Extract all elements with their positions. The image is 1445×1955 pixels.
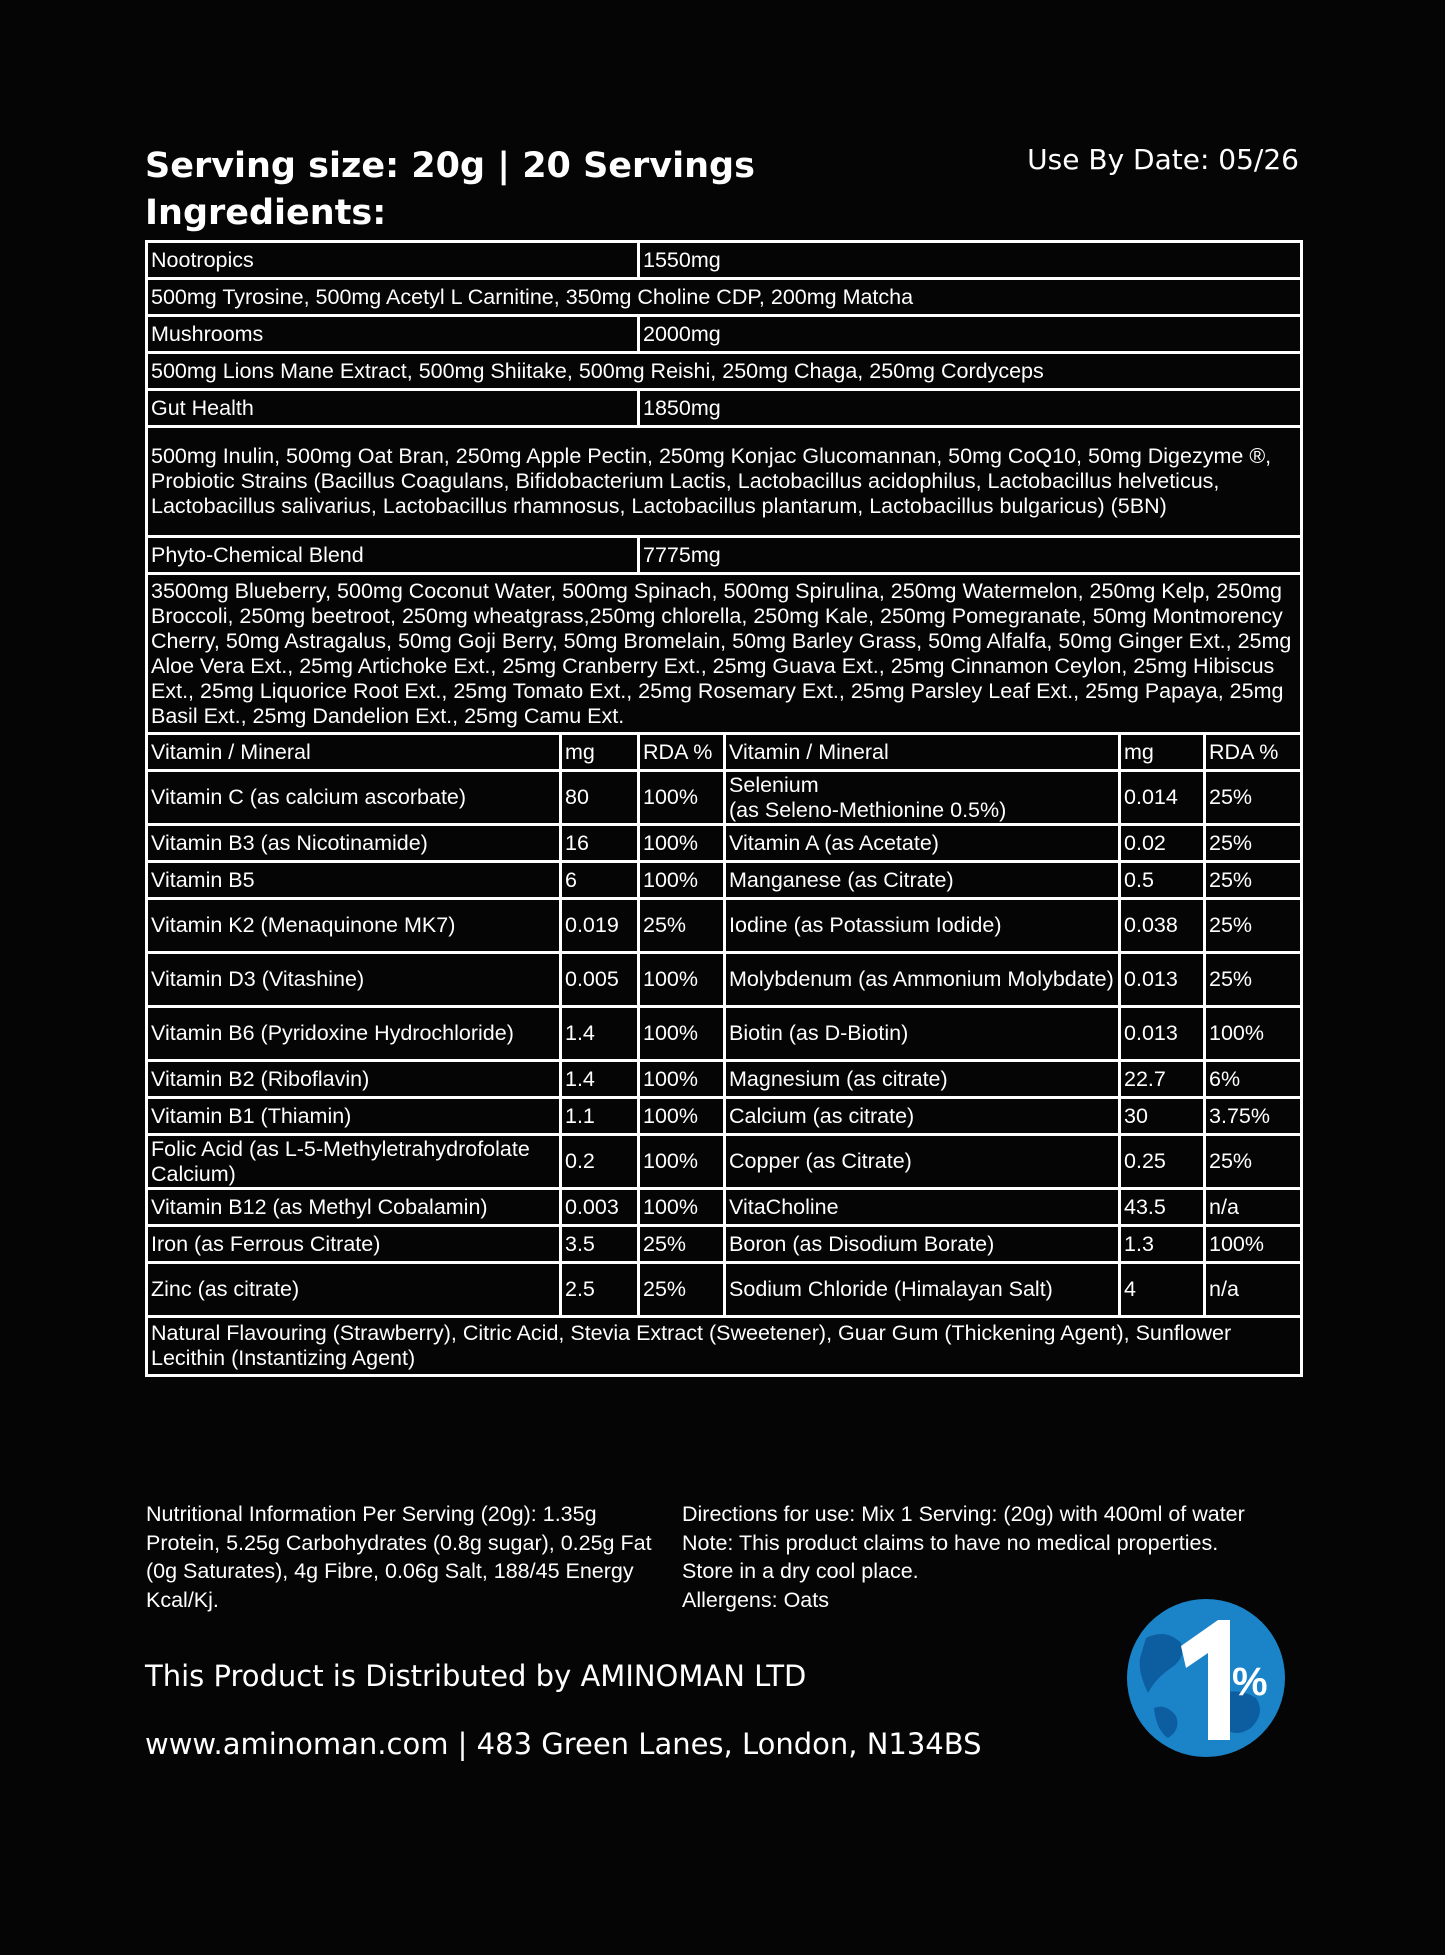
vitamin-row	[147, 862, 1302, 899]
nutrient-name: Vitamin D3 (Vitashine)	[147, 953, 561, 1007]
nutrient-mg: 80	[561, 771, 639, 825]
nutrient-mg: 1.4	[561, 1007, 639, 1061]
storage-note: Store in a dry cool place.	[682, 1559, 919, 1583]
nutrient-rda: 100%	[639, 771, 725, 825]
blend-name: Nootropics	[147, 242, 639, 279]
nutrient-mg: 0.019	[561, 899, 639, 953]
blend-amount: 2000mg	[639, 316, 1302, 353]
nutrient-mg: 2.5	[561, 1263, 639, 1317]
nutrient-name: Iron (as Ferrous Citrate)	[147, 1226, 561, 1263]
blend-amount: 1550mg	[639, 242, 1302, 279]
blend-detail: 500mg Inulin, 500mg Oat Bran, 250mg Apple Pectin, 250mg Konjac Glucomannan, 50mg CoQ10, 50mg Digezyme ®, Probiotic Strains (Bacillus Coagulans, Bifidobacterium Lactis, Lactobacillus acidophilus, Lactobacillus helveticus, Lactobacillus salivarius, Lactobacillus rhamnosus, Lactobacillus plantarum, Lactobacillus bulgaricus) (5BN)	[147, 427, 1302, 537]
column-header-nutrient: Vitamin / Mineral	[725, 734, 1120, 771]
blend-name: Mushrooms	[147, 316, 639, 353]
use-by-date: Use By Date: 05/26	[1027, 143, 1299, 176]
column-header-mg: mg	[1120, 734, 1205, 771]
nutrient-mg: 0.038	[1120, 899, 1205, 953]
blend-detail: 500mg Tyrosine, 500mg Acetyl L Carnitine, 350mg Choline CDP, 200mg Matcha	[147, 279, 1302, 316]
nutrient-rda: 25%	[639, 1263, 725, 1317]
nutrient-name: Vitamin B1 (Thiamin)	[147, 1098, 561, 1135]
nutrient-mg: 3.5	[561, 1226, 639, 1263]
nutrient-mg: 4	[1120, 1263, 1205, 1317]
nutrient-mg: 0.005	[561, 953, 639, 1007]
other-ingredients: Natural Flavouring (Strawberry), Citric Acid, Stevia Extract (Sweetener), Guar Gum (Thickening Agent), Sunflower Lecithin (Instantizing Agent)	[147, 1317, 1302, 1376]
nutrient-rda: 3.75%	[1205, 1098, 1302, 1135]
nutrient-name: Vitamin B12 (as Methyl Cobalamin)	[147, 1189, 561, 1226]
nutrient-rda: 100%	[1205, 1226, 1302, 1263]
vitamin-row	[147, 1135, 1302, 1189]
nutrient-mg: 43.5	[1120, 1189, 1205, 1226]
nutrient-rda: 100%	[639, 1135, 725, 1189]
nutrient-rda: 25%	[1205, 953, 1302, 1007]
nutrient-mg: 1.1	[561, 1098, 639, 1135]
blend-row	[147, 537, 1302, 574]
column-header-rda: RDA %	[1205, 734, 1302, 771]
nutrient-name: Vitamin B6 (Pyridoxine Hydrochloride)	[147, 1007, 561, 1061]
nutrient-name: Vitamin B2 (Riboflavin)	[147, 1061, 561, 1098]
blend-detail-row	[147, 353, 1302, 390]
vitamin-row	[147, 825, 1302, 862]
nutrient-rda: 100%	[1205, 1007, 1302, 1061]
company-address: www.aminoman.com | 483 Green Lanes, London, N134BS	[145, 1727, 982, 1761]
nutrient-rda: 25%	[1205, 771, 1302, 825]
nutrient-rda: 100%	[639, 1189, 725, 1226]
nutrient-name: Selenium (as Seleno-Methionine 0.5%)	[725, 771, 1120, 825]
nutrient-name: Vitamin B5	[147, 862, 561, 899]
blend-row	[147, 242, 1302, 279]
blend-amount: 7775mg	[639, 537, 1302, 574]
vitamin-header-row	[147, 734, 1302, 771]
allergens-note: Allergens: Oats	[682, 1587, 829, 1612]
vitamin-row	[147, 1189, 1302, 1226]
directions-line: Directions for use: Mix 1 Serving: (20g) with 400ml of water	[682, 1502, 1245, 1526]
column-header-mg: mg	[561, 734, 639, 771]
nutrient-mg: 30	[1120, 1098, 1205, 1135]
blend-name: Gut Health	[147, 390, 639, 427]
nutrient-name: Vitamin C (as calcium ascorbate)	[147, 771, 561, 825]
nutrient-rda: 25%	[1205, 862, 1302, 899]
nutrient-name: Copper (as Citrate)	[725, 1135, 1120, 1189]
nutrient-name: Biotin (as D-Biotin)	[725, 1007, 1120, 1061]
vitamin-row	[147, 1061, 1302, 1098]
blend-detail: 500mg Lions Mane Extract, 500mg Shiitake, 500mg Reishi, 250mg Chaga, 250mg Cordyceps	[147, 353, 1302, 390]
nutrient-name: Manganese (as Citrate)	[725, 862, 1120, 899]
ingredients-table	[145, 240, 1303, 1377]
svg-text:%: %	[1232, 1660, 1268, 1704]
nutrient-rda: 6%	[1205, 1061, 1302, 1098]
nutrient-rda: 100%	[639, 825, 725, 862]
nutrient-mg: 0.5	[1120, 862, 1205, 899]
nutrient-rda: 25%	[1205, 899, 1302, 953]
nutrient-name: VitaCholine	[725, 1189, 1120, 1226]
blend-detail-row	[147, 279, 1302, 316]
directions-block	[682, 1500, 1322, 1614]
nutrient-rda: n/a	[1205, 1263, 1302, 1317]
vitamin-row	[147, 1226, 1302, 1263]
distributor-text: This Product is Distributed by AMINOMAN LTD	[145, 1659, 807, 1693]
blend-detail-row	[147, 574, 1302, 734]
logo-graphic	[1126, 1598, 1286, 1758]
blend-name: Phyto-Chemical Blend	[147, 537, 639, 574]
column-header-rda: RDA %	[639, 734, 725, 771]
page-title: Serving size: 20g | 20 Servings	[145, 146, 755, 186]
nutrient-mg: 0.013	[1120, 1007, 1205, 1061]
nutrient-rda: 25%	[639, 899, 725, 953]
blend-detail-row	[147, 427, 1302, 537]
nutrient-mg: 0.003	[561, 1189, 639, 1226]
vitamin-row	[147, 1263, 1302, 1317]
other-ingredients-row	[147, 1317, 1302, 1376]
nutrient-mg: 0.02	[1120, 825, 1205, 862]
vitamin-row	[147, 899, 1302, 953]
nutrient-mg: 6	[561, 862, 639, 899]
blend-row	[147, 316, 1302, 353]
vitamin-row	[147, 771, 1302, 825]
nutrient-mg: 16	[561, 825, 639, 862]
nutrient-name: Vitamin B3 (as Nicotinamide)	[147, 825, 561, 862]
medical-note: Note: This product claims to have no medical properties.	[682, 1530, 1219, 1555]
nutrient-mg: 0.013	[1120, 953, 1205, 1007]
nutrient-mg: 0.25	[1120, 1135, 1205, 1189]
vitamin-row	[147, 1098, 1302, 1135]
nutrient-rda: n/a	[1205, 1189, 1302, 1226]
nutrient-rda: 25%	[639, 1226, 725, 1263]
vitamin-row	[147, 953, 1302, 1007]
nutrient-rda: 25%	[1205, 825, 1302, 862]
nutrient-mg: 1.3	[1120, 1226, 1205, 1263]
nutrient-mg: 0.014	[1120, 771, 1205, 825]
nutrient-name: Boron (as Disodium Borate)	[725, 1226, 1120, 1263]
nutrient-rda: 100%	[639, 953, 725, 1007]
blend-row	[147, 390, 1302, 427]
column-header-nutrient: Vitamin / Mineral	[147, 734, 561, 771]
nutrient-rda: 100%	[639, 1061, 725, 1098]
nutritional-information: Nutritional Information Per Serving (20g): 1.35g Protein, 5.25g Carbohydrates (0.8g sugar), 0.25g Fat (0g Saturates), 4g Fibre, 0.06g Salt, 188/45 Energy Kcal/Kj.	[146, 1502, 652, 1612]
nutrient-name: Calcium (as citrate)	[725, 1098, 1120, 1135]
nutrient-rda: 100%	[639, 862, 725, 899]
blend-amount: 1850mg	[639, 390, 1302, 427]
nutrient-rda: 100%	[639, 1007, 725, 1061]
nutrient-name: Vitamin A (as Acetate)	[725, 825, 1120, 862]
nutrient-rda: 25%	[1205, 1135, 1302, 1189]
globe-one-percent-logo-icon	[1126, 1598, 1286, 1758]
nutrient-name: Sodium Chloride (Himalayan Salt)	[725, 1263, 1120, 1317]
nutrient-mg: 22.7	[1120, 1061, 1205, 1098]
nutrient-mg: 1.4	[561, 1061, 639, 1098]
nutrient-name: Molybdenum (as Ammonium Molybdate)	[725, 953, 1120, 1007]
nutrient-name: Iodine (as Potassium Iodide)	[725, 899, 1120, 953]
nutrient-name: Vitamin K2 (Menaquinone MK7)	[147, 899, 561, 953]
ingredients-heading: Ingredients:	[145, 193, 387, 233]
blend-detail: 3500mg Blueberry, 500mg Coconut Water, 500mg Spinach, 500mg Spirulina, 250mg Watermelon, 250mg Kelp, 250mg Broccoli, 250mg beetroot, 250mg wheatgrass,250mg chlorella, 250mg Kale, 250mg Pomegranate, 50mg Montmorency Cherry, 50mg Astragalus, 50mg Goji Berry, 50mg Bromelain, 50mg Barley Grass, 50mg Alfalfa, 50mg Ginger Ext., 25mg Aloe Vera Ext., 25mg Artichoke Ext., 25mg Cranberry Ext., 25mg Guava Ext., 25mg Cinnamon Ceylon, 25mg Hibiscus Ext., 25mg Liquorice Root Ext., 25mg Tomato Ext., 25mg Rosemary Ext., 25mg Parsley Leaf Ext., 25mg Papaya, 25mg Basil Ext., 25mg Dandelion Ext., 25mg Camu Ext.	[147, 574, 1302, 734]
nutrient-name: Folic Acid (as L-5-Methyletrahydrofolate Calcium)	[147, 1135, 561, 1189]
nutrient-rda: 100%	[639, 1098, 725, 1135]
nutrient-name: Magnesium (as citrate)	[725, 1061, 1120, 1098]
nutrient-mg: 0.2	[561, 1135, 639, 1189]
nutrient-name: Zinc (as citrate)	[147, 1263, 561, 1317]
vitamin-row	[147, 1007, 1302, 1061]
